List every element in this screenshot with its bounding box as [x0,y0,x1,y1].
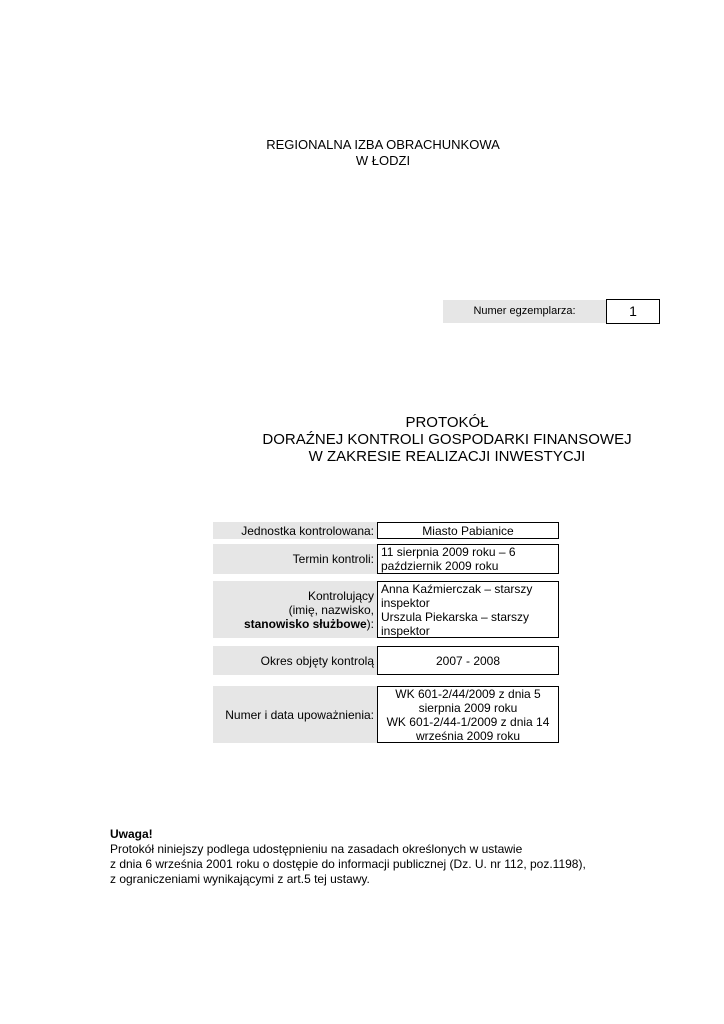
controller-line: inspektor [381,623,430,638]
audited-unit-label [213,522,377,539]
controller-line: Urszula Piekarska – starszy [381,609,530,624]
audit-term-label [213,544,377,574]
audit-period-label [213,646,377,675]
document-title: PROTOKÓŁ [405,414,489,431]
audit-period-label-text: Okres objęty kontrolą [260,653,374,668]
authorization-value [377,686,559,743]
authorization-label [213,686,377,743]
audit-period-value-text: 2007 - 2008 [435,653,501,668]
document-subtitle-line1: DORAŹNEJ KONTROLI GOSPODARKI FINANSOWEJ [262,431,632,448]
organization-city: W ŁODZI [355,153,411,168]
audit-term-value [377,544,559,574]
authorization-line: WK 601-2/44-1/2009 z dnia 14 [386,714,550,729]
audit-period-row [213,646,559,675]
audit-term-label-text: Termin kontroli: [292,552,374,566]
note-line: z ograniczeniami wynikającymi z art.5 tej ustawy. [110,872,370,886]
controllers-label-line: (imię, nazwisko, [288,602,374,617]
copy-number-value: 1 [606,299,660,324]
controllers-value [377,581,559,638]
audited-unit-value [377,522,559,539]
controllers-label-line: Kontrolujący [307,588,374,603]
controllers-label-line [244,617,374,631]
authorization-row [213,686,559,743]
audit-term-row [213,544,559,574]
copy-number-label: Numer egzemplarza: [443,300,606,323]
authorization-line: sierpnia 2009 roku [418,700,518,715]
audit-period-value [377,646,559,675]
audit-term-line: październik 2009 roku [381,559,499,573]
controllers-label [213,581,377,638]
authorization-line: września 2009 roku [415,728,521,743]
audit-term-line: 11 sierpnia 2009 roku – 6 [381,545,516,559]
note-line: z dnia 6 września 2001 roku o dostępie do informacji publicznej (Dz. U. nr 112, poz.1198), [110,857,586,871]
authorization-line: WK 601-2/44/2009 z dnia 5 [395,686,541,701]
authorization-label-text: Numer i data upoważnienia: [225,707,374,722]
controllers-label-end: ): [366,616,374,631]
audited-unit-value-text: Miasto Pabianice [422,523,514,538]
document-subtitle-line2: W ZAKRESIE REALIZACJI INWESTYCJI [308,448,586,465]
note-line: Protokół niniejszy podlega udostępnieniu na zasadach określonych w ustawie [110,842,523,856]
note-heading: Uwaga! [110,827,153,841]
organization-name: REGIONALNA IZBA OBRACHUNKOWA [266,137,500,152]
controller-line: Anna Kaźmierczak – starszy [381,581,533,596]
audited-unit-label-text: Jednostka kontrolowana: [241,523,374,538]
controller-line: inspektor [381,595,430,610]
audited-unit-row [213,522,559,539]
controllers-row [213,581,559,638]
controllers-label-bold: stanowisko służbowe [243,616,367,631]
